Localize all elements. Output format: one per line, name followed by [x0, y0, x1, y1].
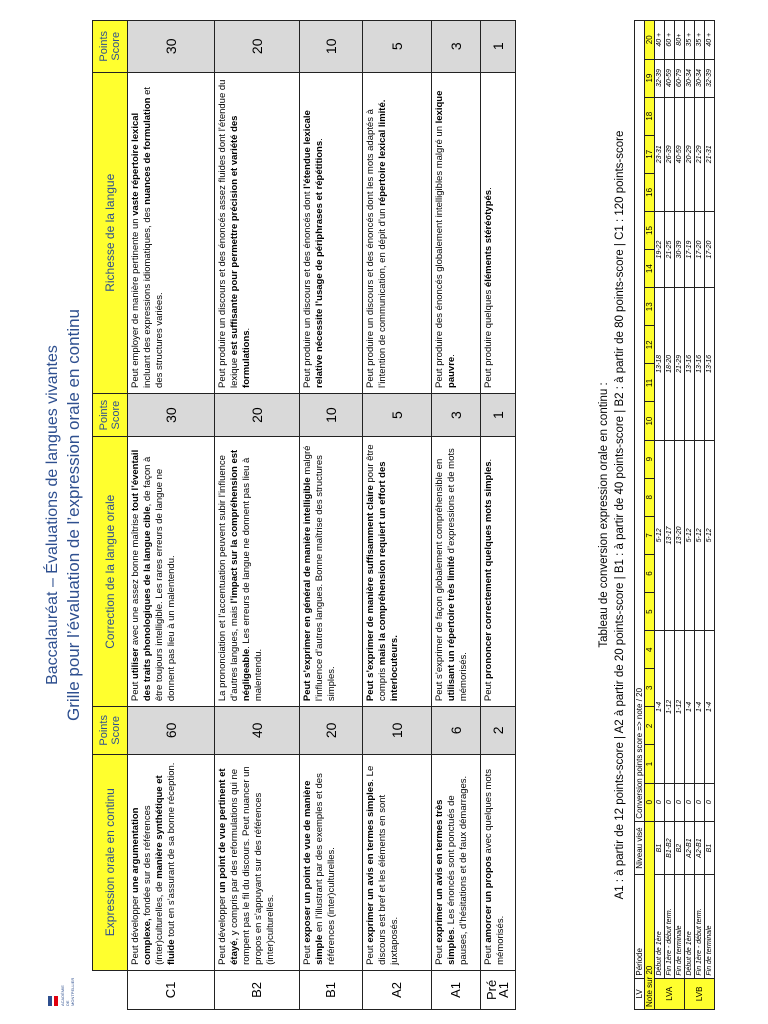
range-cell: 30-34 [695, 59, 705, 97]
range-cell: 18-20 [665, 288, 675, 440]
range-cell: 40 + [655, 21, 665, 60]
richesse-text: Peut produire un discours et des énoncés dont [302, 188, 313, 388]
expression-cell [432, 754, 481, 970]
note-value: 13 [645, 288, 655, 326]
range-cell: 5-12 [705, 440, 715, 631]
range-cell: 32-39 [655, 59, 665, 97]
periode-header: Période [635, 875, 645, 978]
periode-cell: Fin 1ère - début term. [695, 875, 705, 978]
range-cell: 40-59 [675, 97, 685, 211]
range-cell: 35 + [685, 21, 695, 60]
conversion-header-row [635, 21, 645, 1010]
conversion-row [685, 21, 695, 1010]
note-value: 0 [645, 783, 655, 821]
correction-cell [481, 437, 516, 707]
correction-cell [363, 437, 432, 707]
range-cell: 35 + [695, 21, 705, 60]
expression-text: Peut développer [130, 893, 141, 965]
correction-text: La prononciation et l’accentuation peuvent subir l’influence d’autres langues, mais [217, 455, 240, 702]
range-cell: 19-22 [655, 211, 665, 287]
lv-cell: LVB [685, 978, 715, 1009]
note-value: 3 [645, 669, 655, 707]
correction-bold-text: prononcer correctement quelques mots simples [483, 461, 494, 679]
richesse-text: . [483, 187, 494, 190]
corner-cell [93, 970, 128, 1009]
level-cell: A2 [363, 970, 432, 1009]
points-cell: 30 [128, 393, 215, 436]
range-cell: 1-12 [665, 631, 675, 783]
grid-row [432, 21, 481, 1010]
points-cell: 60 [128, 707, 215, 754]
correction-text: . [483, 458, 494, 462]
note-value: 9 [645, 440, 655, 478]
points-cell: 3 [432, 21, 481, 73]
points-cell: 40 [215, 707, 300, 754]
richesse-bold-text: l’étendue lexicale relative nécessite l’usage de périphrases et répétitions [302, 110, 325, 388]
range-cell: 20-29 [685, 97, 695, 211]
level-cell: C1 [128, 970, 215, 1009]
note-value: 4 [645, 631, 655, 669]
expression-bold-text: manière synthétique et fluide [154, 775, 177, 965]
expression-text: avec quelques mots mémorisés. [483, 768, 506, 965]
expression-text: , y compris par des reformulations qui ne rompent pas le fil du discours. Peut nuancer un propos en s’appuyant sur des références (inter)culturelles. [229, 766, 276, 965]
range-cell: 1-4 [655, 631, 665, 783]
range-cell: 0 [665, 783, 675, 821]
range-cell: 13-18 [655, 288, 665, 440]
expression-bold-text: exprimer un avis en termes simples [365, 781, 376, 943]
richesse-cell [300, 72, 363, 393]
richesse-text: . [241, 327, 252, 331]
range-cell: 60-79 [675, 59, 685, 97]
niveau-cell: B1-B2 [665, 821, 675, 875]
level-cell: B2 [215, 970, 300, 1009]
points-cell: 20 [215, 21, 300, 73]
range-cell: 17-19 [685, 211, 695, 287]
correction-cell [300, 437, 363, 707]
richesse-cell [363, 72, 432, 393]
range-cell: 40 + [705, 21, 715, 60]
richesse-bold-text: lexique pauvre [434, 90, 457, 388]
col-correction: Correction de la langue orale [93, 437, 128, 707]
correction-bold-text: Peut s’exprimer en général de manière intelligible [302, 477, 313, 702]
points-cell: 1 [481, 21, 516, 73]
richesse-text: Peut employer de manière pertinente un [130, 215, 141, 388]
expression-cell [363, 754, 432, 970]
conversion-row [655, 21, 665, 1010]
richesse-text: Peut produire des énoncés globalement intelligibles malgré un [434, 123, 445, 388]
correction-text: malgré l’influence d’autres langues. Bonne maîtrise des structures simples. [302, 445, 337, 702]
expression-text: Peut [434, 942, 445, 965]
range-cell: 0 [685, 783, 695, 821]
range-cell: 1-4 [695, 631, 705, 783]
col-richesse: Richesse de la langue [93, 72, 128, 393]
logo-text: ACADÉMIE DE MONTPELLIER [60, 977, 75, 1006]
note-value: 15 [645, 211, 655, 249]
conversion-row [695, 21, 705, 1010]
correction-bold-text: utilisant un répertoire très limité [446, 555, 457, 702]
conversion-row [675, 21, 685, 1010]
niveau-cell: A2-B1 [695, 821, 705, 875]
points-cell: 10 [363, 707, 432, 754]
expression-bold-text: une argumentation complexe, [130, 807, 153, 965]
periode-cell: Fin 1ère - début term. [665, 875, 675, 978]
points-cell: 5 [363, 21, 432, 73]
col-expression: Expression orale en continu [93, 754, 128, 970]
niveau-cell: B1 [655, 821, 665, 875]
correction-cell [432, 437, 481, 707]
evaluation-grid [92, 20, 516, 1010]
range-cell: 1-4 [685, 631, 695, 783]
range-cell: 60 + [665, 21, 675, 60]
richesse-text: Peut produire quelques [483, 287, 494, 388]
correction-bold-text: Peut s’exprimer de manière suffisamment claire [365, 485, 376, 702]
points-cell: 6 [432, 707, 481, 754]
correction-text: d’expressions et de mots mémorisés. [446, 448, 469, 702]
richesse-cell [481, 72, 516, 393]
richesse-cell [432, 72, 481, 393]
note-value: 7 [645, 516, 655, 554]
correction-text: Peut [483, 678, 494, 702]
conversion-row [665, 21, 675, 1010]
correction-text: Peut [130, 678, 141, 702]
richesse-text: incluant des expressions idiomatiques, des [142, 204, 153, 388]
richesse-cell [215, 72, 300, 393]
range-cell: 30-34 [685, 59, 695, 97]
range-cell: 5-12 [695, 440, 705, 631]
correction-text: pour être compris [365, 444, 388, 702]
level-cell: A1 [432, 970, 481, 1009]
richesse-text: . [446, 354, 457, 357]
range-cell: 13-20 [675, 440, 685, 631]
lv-header: LV [635, 978, 645, 1009]
level-cell: Pré A1 [481, 970, 516, 1009]
note-value: 6 [645, 554, 655, 592]
niveau-header: Niveau visé [635, 821, 645, 875]
range-cell: 30-39 [675, 211, 685, 287]
col-points: Points Score [93, 707, 128, 754]
range-cell: 0 [655, 783, 665, 821]
grid-row [215, 21, 300, 1010]
note-value: 19 [645, 59, 655, 97]
range-cell: 21-29 [695, 97, 705, 211]
grid-row [481, 21, 516, 1010]
correction-bold-text: utiliser [130, 647, 141, 679]
col-points: Points Score [93, 21, 128, 73]
richesse-cell [128, 72, 215, 393]
range-cell: 17-20 [695, 211, 705, 287]
correction-text: Peut s’exprimer de façon globalement compréhensible en [434, 458, 445, 702]
richesse-text: Peut produire un discours et des énoncés dont les mots adaptés à l’intention de communication, en dépit d’un [365, 109, 388, 388]
correction-bold-text: tout l’éventail des traits phonologiques de la langue cible [130, 449, 153, 702]
lv-cell: LVA [655, 978, 685, 1009]
range-cell: 17-20 [705, 211, 715, 287]
range-cell: 21-25 [665, 211, 675, 287]
expression-bold-text: exprimer un avis en termes très simples [434, 799, 457, 965]
expression-text: fondée sur des références (inter)culturelles, de [142, 805, 165, 965]
expression-text: Peut développer [217, 893, 228, 965]
expression-bold-text: un point de vue pertinent et étayé [217, 768, 240, 965]
range-cell: 0 [705, 783, 715, 821]
periode-cell: Fin de terminale [705, 875, 715, 978]
periode-cell: Fin de terminale [675, 875, 685, 978]
note-value: 5 [645, 593, 655, 631]
expression-text: Peut [365, 942, 376, 965]
conversion-table [634, 20, 715, 1010]
note-value: 8 [645, 478, 655, 516]
range-cell: 26-39 [665, 97, 675, 211]
richesse-text: et des structures variées. [142, 87, 165, 388]
range-cell: 32-39 [705, 59, 715, 97]
range-cell: 0 [695, 783, 705, 821]
richesse-bold-text: est suffisante pour permettre précision et variété des formulations [229, 115, 252, 388]
points-cell: 3 [432, 393, 481, 436]
range-cell: 13-17 [665, 440, 675, 631]
note-row [645, 21, 655, 1010]
points-cell: 10 [300, 21, 363, 73]
note-value: 1 [645, 745, 655, 783]
expression-cell [481, 754, 516, 970]
correction-bold-text: l’impact sur la compréhension est négligeable [229, 449, 252, 702]
range-cell: 21-29 [675, 288, 685, 440]
note-value: 17 [645, 135, 655, 173]
range-cell: 13-16 [685, 288, 695, 440]
grid-row [300, 21, 363, 1010]
expression-text: tout en s’assurant de sa bonne réception. [166, 762, 177, 940]
range-cell: 13-16 [705, 288, 715, 440]
note-value: 20 [645, 21, 655, 60]
niveau-cell: B2 [675, 821, 685, 875]
correction-cell [215, 437, 300, 707]
richesse-bold-text: éléments stéréotypés [483, 189, 494, 288]
range-cell: 21-31 [705, 97, 715, 211]
expression-bold-text: amorcer un propos [483, 856, 494, 943]
note-value: 2 [645, 707, 655, 745]
range-cell: 13-16 [695, 288, 705, 440]
expression-cell [128, 754, 215, 970]
expression-text: en l’illustrant par des exemples et des références (inter)culturelles. [314, 773, 337, 965]
range-cell: 0 [675, 783, 685, 821]
points-cell: 10 [300, 393, 363, 436]
richesse-bold-text: vaste répertoire lexical [130, 112, 141, 216]
points-cell: 30 [128, 21, 215, 73]
range-cell: 80+ [675, 21, 685, 60]
expression-text: Peut [302, 942, 313, 965]
range-cell: 1-12 [675, 631, 685, 783]
niveau-cell: B1 [705, 821, 715, 875]
note-label: Note sur 20 [645, 821, 655, 1009]
range-cell: 5-12 [655, 440, 665, 631]
correction-text: . Les erreurs de langue ne donnent pas lieu à malentendu. [241, 457, 264, 702]
note-value: 16 [645, 173, 655, 211]
points-cell: 5 [363, 393, 432, 436]
range-cell: 23-31 [655, 97, 665, 211]
conversion-thresholds: A1 : à partir de 12 points-score | A2 à partir de 20 points-score | B1 : à partir de 40 points-score | B2 : à partir de 80 points-score | C1 : 120 points-score [614, 130, 626, 900]
richesse-text: . [314, 138, 325, 141]
expression-cell [215, 754, 300, 970]
points-cell: 2 [481, 707, 516, 754]
page-title: Baccalauréat – Évaluations de langues vivantes [44, 345, 61, 685]
note-value: 12 [645, 326, 655, 364]
periode-cell: Début de 1ère [655, 875, 665, 978]
note-value: 10 [645, 402, 655, 440]
expression-cell [300, 754, 363, 970]
grid-row [363, 21, 432, 1010]
expression-text: . Le discours est bref et les éléments en sont juxtaposés. [365, 765, 400, 965]
correction-text: avec une assez bonne maîtrise [130, 511, 141, 648]
note-value: 18 [645, 97, 655, 135]
note-value: 11 [645, 364, 655, 402]
expression-bold-text: exposer un point de vue de manière simple [302, 780, 325, 965]
grid-row [128, 21, 215, 1010]
note-value: 14 [645, 250, 655, 288]
correction-cell [128, 437, 215, 707]
conversion-header: Conversion points score => note / 20 [635, 21, 645, 822]
correction-text: , de façon à être toujours intelligible. Les rares erreurs de langue ne donnent pas lieu à un malentendu. [142, 456, 177, 702]
niveau-cell: A2-B1 [685, 821, 695, 875]
range-cell: 1-4 [705, 631, 715, 783]
points-cell: 20 [215, 393, 300, 436]
conversion-row [705, 21, 715, 1010]
range-cell: 5-12 [685, 440, 695, 631]
correction-bold-text: mais la compréhension requiert un effort des interlocuteurs. [377, 461, 400, 702]
grid-header-row [93, 21, 128, 1010]
col-points: Points Score [93, 393, 128, 436]
level-cell: B1 [300, 970, 363, 1009]
range-cell: 40-59 [665, 59, 675, 97]
richesse-bold-text: nuances de formulation [142, 97, 153, 205]
expression-text: . Les énoncés sont ponctués de pauses, d’hésitations et de faux démarrages. [446, 775, 469, 965]
richesse-text: Peut produire un discours et des énoncés assez fluides dont l’étendue du lexique [217, 79, 240, 388]
richesse-bold-text: répertoire lexical limité. [377, 99, 388, 206]
conversion-title: Tableau de conversion expression orale en continu : [598, 382, 610, 648]
points-cell: 20 [300, 707, 363, 754]
page-subtitle: Grille pour l’évaluation de l’expression orale en continu [64, 308, 83, 722]
periode-cell: Début de 1ère [685, 875, 695, 978]
expression-text: Peut [483, 942, 494, 965]
rotated-sheet [24, 20, 744, 1010]
points-cell: 1 [481, 393, 516, 436]
